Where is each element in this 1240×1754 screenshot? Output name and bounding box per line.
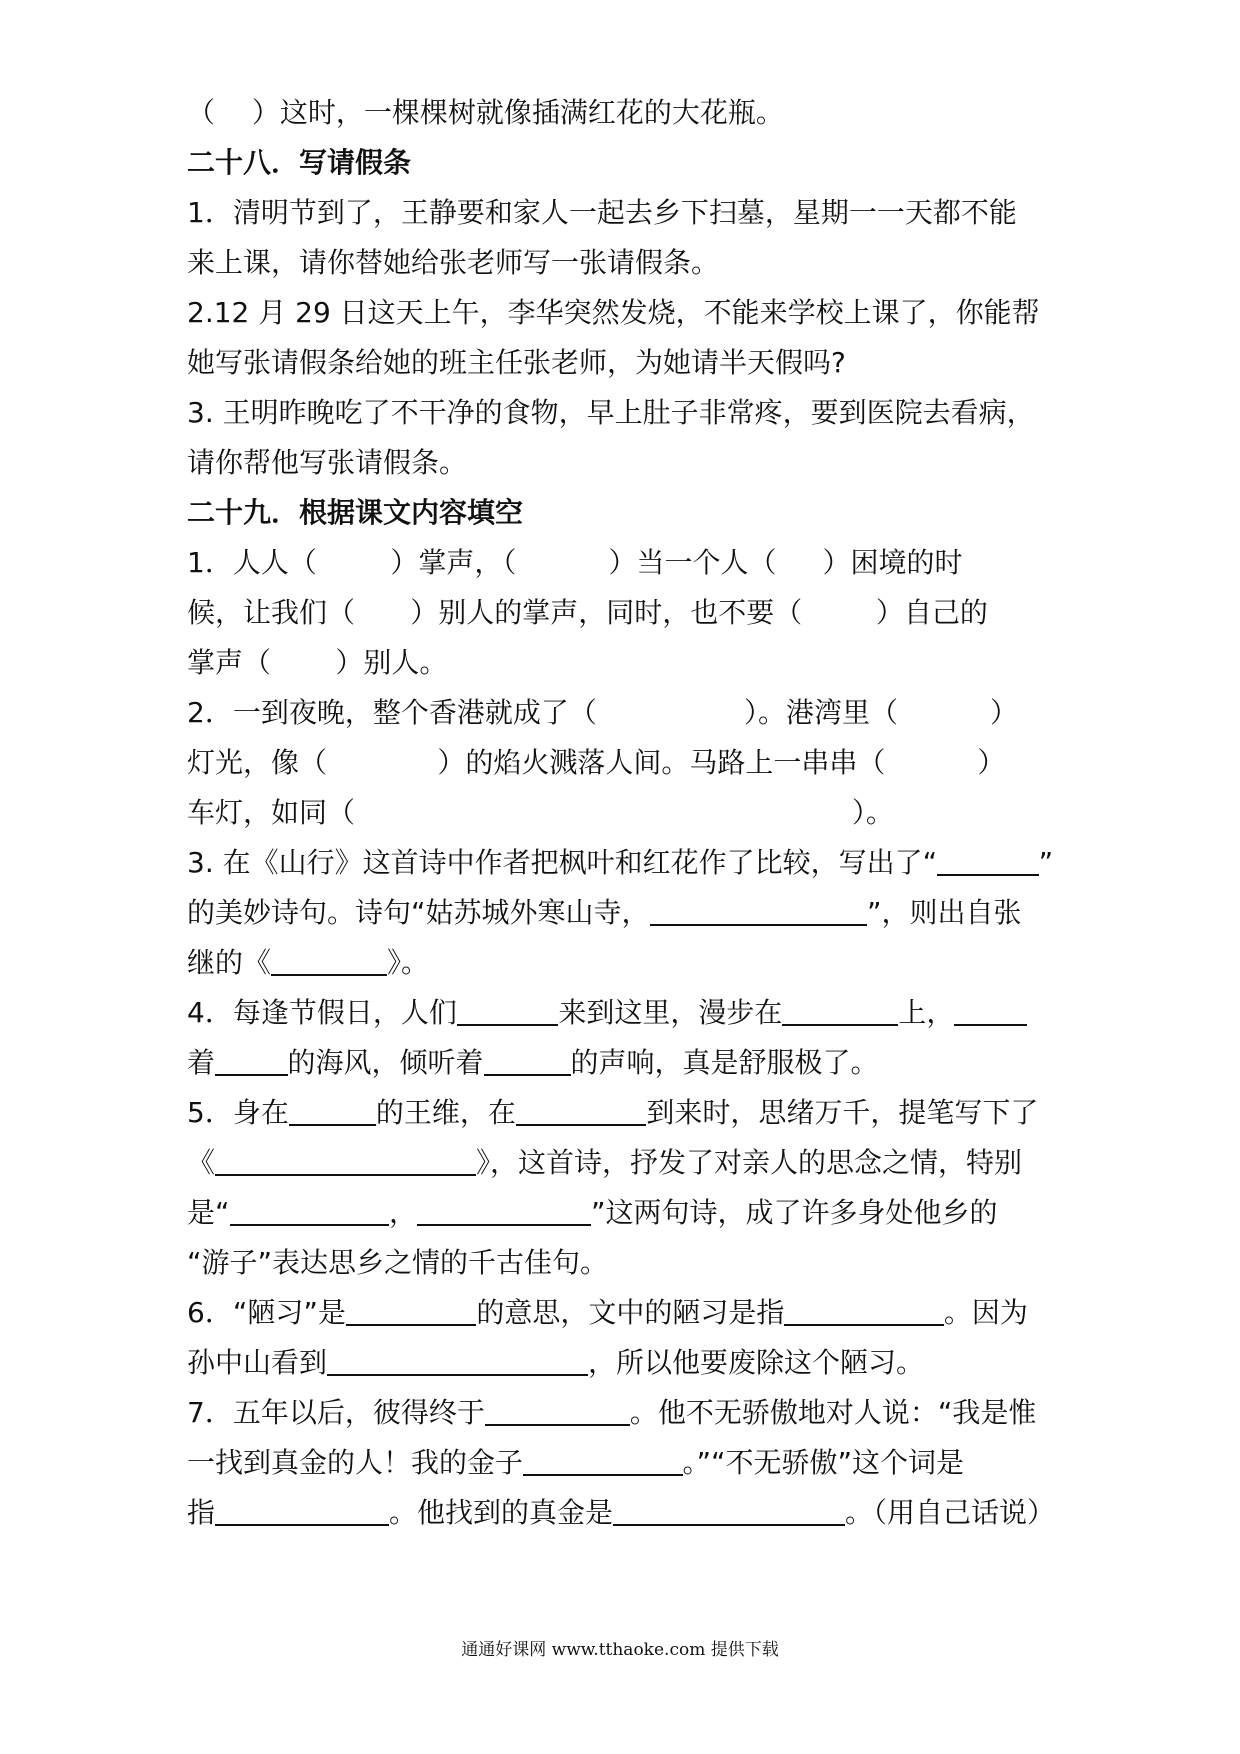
text-line: 7．五年以后，彼得终于 。他不无骄傲地对人说：“我是惟: [187, 1396, 1037, 1429]
text-line: 她写张请假条给她的班主任张老师，为她请半天假吗?: [187, 346, 846, 379]
fill-blank: [650, 894, 868, 926]
bracket-space: [776, 562, 822, 572]
text-line: 5．身在 的王维，在 到来时，思绪万千，提笔写下了: [187, 1096, 1039, 1129]
bracket-space: [516, 562, 608, 572]
fill-blank: [271, 944, 387, 976]
bracket-space: [271, 662, 335, 672]
text-line: 来上课，请你替她给张老师写一张请假条。: [187, 246, 720, 279]
bracket-space: [355, 612, 410, 622]
fill-blank: [523, 1444, 683, 1476]
text-line: 3. 在《山行》这首诗中作者把枫叶和红花作了比较，写出了“ ”: [187, 846, 1054, 879]
section-heading: 二十八．写请假条: [187, 146, 412, 179]
text-line: 2.12 月 29 日这天上午，李华突然发烧，不能来学校上课了，你能帮: [187, 296, 1040, 329]
text-line: 候，让我们（ ）别人的掌声，同时，也不要（ ）自己的: [187, 596, 988, 629]
text-line: 3. 王明昨晚吃了不干净的食物，早上肚子非常疼，要到医院去看病，: [187, 396, 1035, 429]
fill-blank: [937, 844, 1039, 876]
bracket-space: [898, 712, 990, 722]
text-line: 1．清明节到了，王静要和家人一起去乡下扫墓，星期一一天都不能: [187, 196, 1017, 229]
fill-blank: [613, 1494, 845, 1526]
section-heading: 二十九．根据课文内容填空: [187, 496, 524, 529]
bracket-space: [597, 712, 744, 722]
text-line: 是“ ， ”这两句诗，成了许多身处他乡的: [187, 1196, 998, 1229]
text-line: 一找到真金的人！我的金子 。”“不无骄傲”这个词是: [187, 1446, 965, 1479]
text-line: （ ）这时，一棵棵树就像插满红花的大花瓶。: [187, 96, 784, 129]
fill-blank: [230, 1194, 390, 1226]
text-line: 指 。他找到的真金是 。（用自己话说）: [187, 1496, 1056, 1529]
fill-blank: [516, 1094, 647, 1126]
fill-blank: [784, 1294, 944, 1326]
text-line: 4．每逢节假日，人们 来到这里，漫步在 上，: [187, 988, 1057, 1038]
fill-blank: [215, 1144, 476, 1176]
fill-blank: [484, 1044, 571, 1076]
fill-blank: [327, 1344, 588, 1376]
worksheet-content: [187, 88, 1057, 1538]
bracket-space: [885, 762, 977, 772]
bracket-space: [327, 762, 437, 772]
fill-blank: [457, 994, 559, 1026]
bracket-space: [317, 562, 391, 572]
text-line: 孙中山看到 ，所以他要废除这个陋习。: [187, 1346, 925, 1379]
text-line: 掌声（ ）别人。: [187, 646, 448, 679]
fill-blank: [782, 994, 898, 1026]
fill-blank: [289, 1094, 376, 1126]
fill-blank: [954, 994, 1027, 1026]
text-line: 请你帮他写张请假条。: [187, 446, 468, 479]
bracket-space: [802, 612, 876, 622]
text-line: 6．“陋习”是 的意思，文中的陋习是指 。因为: [187, 1296, 1028, 1329]
fill-blank: [346, 1294, 477, 1326]
text-line: 灯光，像（ ）的焰火溅落人间。马路上一串串（ ）: [187, 746, 1006, 779]
bracket-space: [215, 112, 252, 122]
text-line: “游子”表达思乡之情的千古佳句。: [187, 1246, 609, 1279]
fill-blank: [215, 1044, 288, 1076]
text-line: 车灯，如同（ ）。: [187, 796, 894, 829]
text-line: 《 》，这首诗，抒发了对亲人的思念之情，特别: [187, 1146, 1023, 1179]
text-line: 1．人人（ ）掌声，（ ）当一个人（ ）困境的时: [187, 546, 963, 579]
fill-blank: [485, 1394, 630, 1426]
fill-blank: [215, 1494, 389, 1526]
page-footer: 通通好课网 www.tthaoke.com 提供下载: [461, 1640, 779, 1660]
text-line: 着 的海风，倾听着 的声响，真是舒服极了。: [187, 1046, 879, 1079]
fill-blank: [417, 1194, 591, 1226]
text-line: 继的《 》。: [187, 946, 430, 979]
text-line: 2．一到夜晚，整个香港就成了（ ）。港湾里（ ）: [187, 696, 1019, 729]
text-line: 的美妙诗句。诗句“姑苏城外寒山寺， ”，则出自张: [187, 896, 1022, 929]
bracket-space: [355, 812, 852, 822]
